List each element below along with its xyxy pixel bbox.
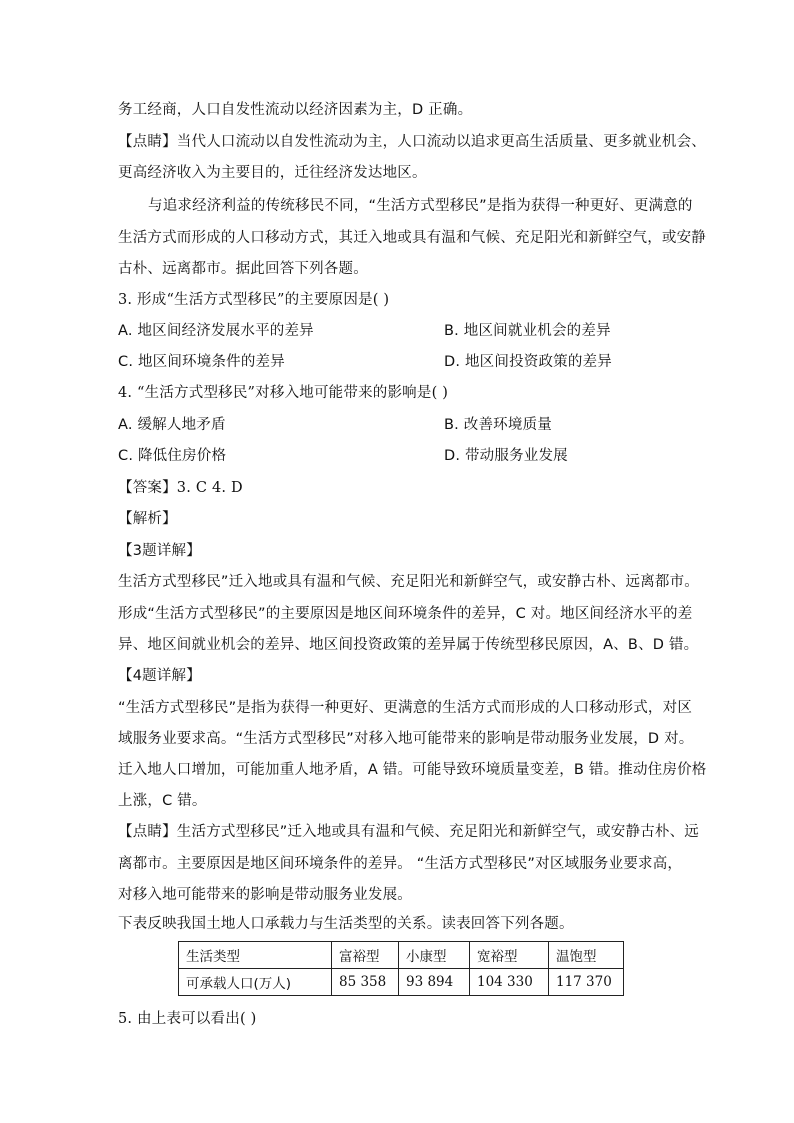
text-line: 务工经商，人口自发性流动以经济因素为主，D 正确。 [118, 102, 473, 118]
text-line: 古朴、远离都市。据此回答下列各题。 [118, 261, 368, 277]
text-line: 上涨，C 错。 [118, 793, 207, 809]
analysis-heading: 【解析】 [118, 511, 177, 527]
q4-detail-heading: 【4题详解】 [118, 668, 201, 684]
text-line: 与追求经济利益的传统移民不同，“生活方式型移民”是指为获得一种更好、更满意的 [148, 198, 693, 214]
text-line: 域服务业要求高。“生活方式型移民”对移入地可能带来的影响是带动服务业发展，D 对。 [118, 731, 694, 747]
text-line: 异、地区间就业机会的差异、地区间投资政策的差异属于传统型移民原因，A、B、D 错。 [118, 637, 699, 653]
text-line: 迁入地人口增加，可能加重人地矛盾，A 错。可能导致环境质量变差，B 错。推动住房价格 [118, 762, 707, 778]
population-capacity-table [178, 941, 624, 996]
option-4c: C. 降低住房价格 [118, 448, 227, 464]
table-cell: 温饱型 [549, 942, 624, 969]
answer-line: 【答案】3. C 4. D [118, 480, 243, 496]
table-intro: 下表反映我国土地人口承载力与生活类型的关系。读表回答下列各题。 [118, 916, 574, 932]
text-line: “生活方式型移民”是指为获得一种更好、更满意的生活方式而形成的人口移动形式，对区 [118, 700, 693, 716]
table-cell: 富裕型 [332, 942, 399, 969]
question-3: 3. 形成“生活方式型移民”的主要原因是( ) [118, 292, 390, 308]
table-header-row [179, 942, 624, 969]
option-4d: D. 带动服务业发展 [444, 448, 568, 464]
table-cell: 小康型 [399, 942, 470, 969]
question-4: 4. “生活方式型移民”对移入地可能带来的影响是( ) [118, 385, 449, 401]
option-4b: B. 改善环境质量 [444, 417, 552, 433]
question-5: 5. 由上表可以看出( ) [118, 1011, 257, 1027]
option-3b: B. 地区间就业机会的差异 [444, 323, 611, 339]
text-line: 更高经济收入为主要目的，迁往经济发达地区。 [118, 165, 427, 181]
text-line: 生活方式而形成的人口移动方式，其迁入地或具有温和气候、充足阳光和新鲜空气，或安静 [118, 230, 706, 246]
text-line: 离都市。主要原因是地区间环境条件的差异。 “生活方式型移民”对区域服务业要求高， [118, 856, 683, 872]
table-cell: 93 894 [399, 969, 470, 996]
text-line: 形成“生活方式型移民”的主要原因是地区间环境条件的差异，C 对。地区间经济水平的差 [118, 606, 693, 622]
option-3c: C. 地区间环境条件的差异 [118, 354, 285, 370]
text-line: 对移入地可能带来的影响是带动服务业发展。 [118, 887, 412, 903]
table-cell: 可承载人口(万人) [179, 969, 332, 996]
q3-detail-heading: 【3题详解】 [118, 543, 201, 559]
table-cell: 宽裕型 [470, 942, 549, 969]
table-cell: 117 370 [549, 969, 624, 996]
table-cell: 104 330 [470, 969, 549, 996]
table-cell: 生活类型 [179, 942, 332, 969]
option-4a: A. 缓解人地矛盾 [118, 417, 226, 433]
text-line: 【点睛】当代人口流动以自发性流动为主，人口流动以追求更高生活质量、更多就业机会、 [118, 134, 706, 150]
text-line: 生活方式型移民”迁入地或具有温和气候、充足阳光和新鲜空气，或安静古朴、远离都市。 [118, 574, 700, 590]
table-cell: 85 358 [332, 969, 399, 996]
text-line: 【点睛】生活方式型移民”迁入地或具有温和气候、充足阳光和新鲜空气，或安静古朴、远 [118, 824, 700, 840]
option-3a: A. 地区间经济发展水平的差异 [118, 323, 314, 339]
table-row [179, 969, 624, 996]
option-3d: D. 地区间投资政策的差异 [444, 354, 612, 370]
